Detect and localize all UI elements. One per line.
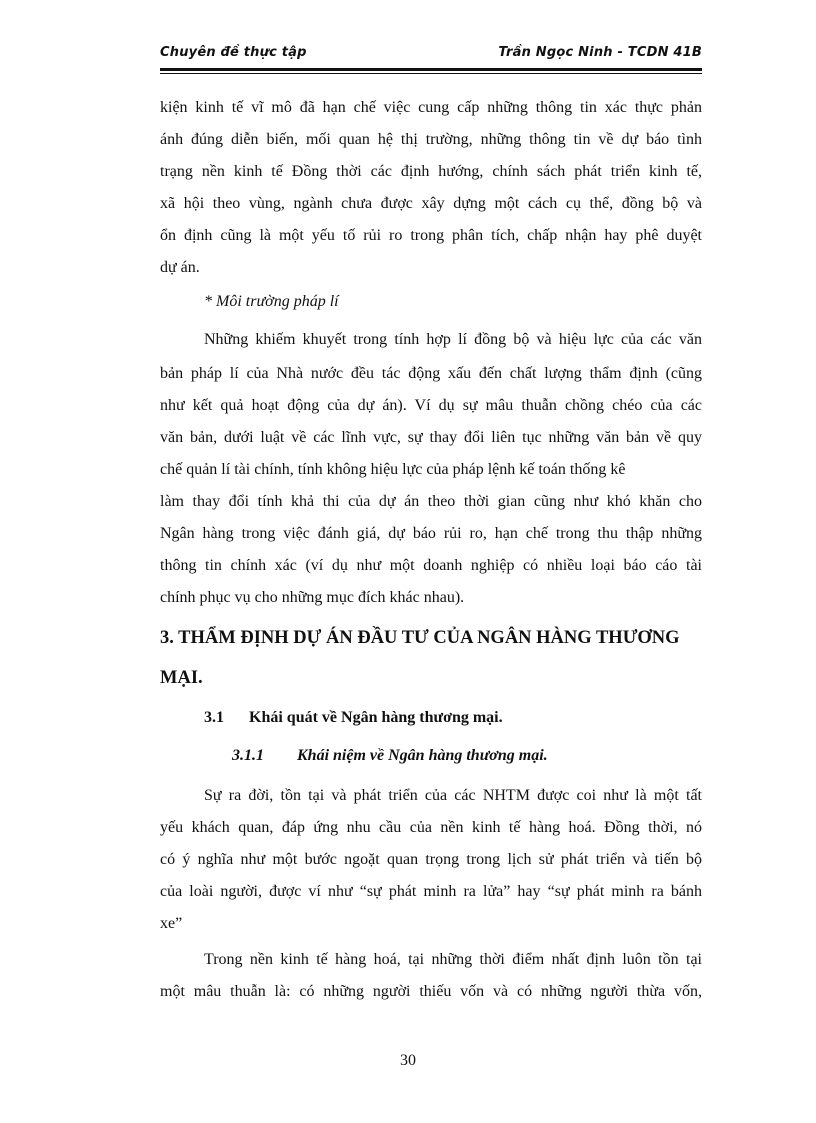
paragraph-line: một mâu thuẫn là: có những người thiếu vốn và có những người thừa vốn, xyxy=(160,983,702,1000)
paragraph-line: trạng nền kinh tế Đồng thời các định hướng, chính sách phát triển kinh tế, xyxy=(160,163,702,180)
paragraph-line: Ngân hàng trong việc đánh giá, dự báo rủi ro, hạn chế trong thu thập những xyxy=(160,525,702,542)
paragraph-line: ổn định cũng là một yếu tố rủi ro trong phân tích, chấp nhận hay phê duyệt xyxy=(160,227,702,244)
subsubsection-title: Khái niệm về Ngân hàng thương mại. xyxy=(297,747,548,764)
paragraph-line: Sự ra đời, tồn tại và phát triển của các NHTM được coi như là một tất xyxy=(204,787,702,804)
paragraph-line: thông tin chính xác (ví dụ như một doanh nghiệp có nhiều loại báo cáo tài xyxy=(160,557,702,574)
paragraph-line: như kết quả hoạt động của dự án). Ví dụ sự mâu thuẫn chồng chéo của các xyxy=(160,397,702,414)
paragraph-line: của loài người, được ví như “sự phát minh ra lửa” hay “sự phát minh ra bánh xyxy=(160,883,702,900)
header-report-title: Chuyên đề thực tập xyxy=(160,45,307,60)
page-number: 30 xyxy=(400,1052,416,1069)
paragraph-line: xe” xyxy=(160,915,183,932)
paragraph-line: xã hội theo vùng, ngành chưa được xây dựng một cách cụ thể, đồng bộ và xyxy=(160,195,702,212)
section-heading-continued: MẠI. xyxy=(160,668,203,688)
paragraph-line: có ý nghĩa như một bước ngoặt quan trọng trong lịch sử phát triển và tiến bộ xyxy=(160,851,702,868)
section-heading: 3. THẨM ĐỊNH DỰ ÁN ĐẦU TƯ CỦA NGÂN HÀNG THƯƠNG xyxy=(160,628,680,648)
header-author: Trần Ngọc Ninh - TCDN 41B xyxy=(498,45,702,60)
header-rule-thin xyxy=(160,73,702,74)
paragraph-line: ánh đúng diễn biến, mối quan hệ thị trường, những thông tin về dự báo tình xyxy=(160,131,702,148)
header-rule-thick xyxy=(160,68,702,71)
paragraph-line: làm thay đổi tính khả thi của dự án theo thời gian cũng như khó khăn cho xyxy=(160,493,702,510)
paragraph-line: kiện kinh tế vĩ mô đã hạn chế việc cung cấp những thông tin xác thực phản xyxy=(160,99,702,116)
paragraph-line: chính phục vụ cho những mục đích khác nhau). xyxy=(160,589,465,606)
paragraph-line: chế quản lí tài chính, tính không hiệu lực của pháp lệnh kế toán thống kê xyxy=(160,461,626,478)
paragraph-line: văn bản, dưới luật về các lĩnh vực, sự thay đổi liên tục những văn bản về quy xyxy=(160,429,702,446)
paragraph-line: Những khiếm khuyết trong tính hợp lí đồng bộ và hiệu lực của các văn xyxy=(204,331,702,348)
page-header xyxy=(160,45,702,69)
subsection-number: 3.1 xyxy=(204,709,224,726)
paragraph-line: yếu khách quan, đáp ứng nhu cầu của nền kinh tế hàng hoá. Đồng thời, nó xyxy=(160,819,702,836)
subsection-title: Khái quát về Ngân hàng thương mại. xyxy=(249,709,503,726)
paragraph-line: dự án. xyxy=(160,259,200,276)
paragraph-line: bản pháp lí của Nhà nước đều tác động xấu đến chất lượng thẩm định (cũng xyxy=(160,365,702,382)
subsubsection-number: 3.1.1 xyxy=(232,747,264,764)
legal-environment-subheading: * Môi trường pháp lí xyxy=(204,293,339,310)
paragraph-line: Trong nền kinh tế hàng hoá, tại những thời điểm nhất định luôn tồn tại xyxy=(204,951,702,968)
